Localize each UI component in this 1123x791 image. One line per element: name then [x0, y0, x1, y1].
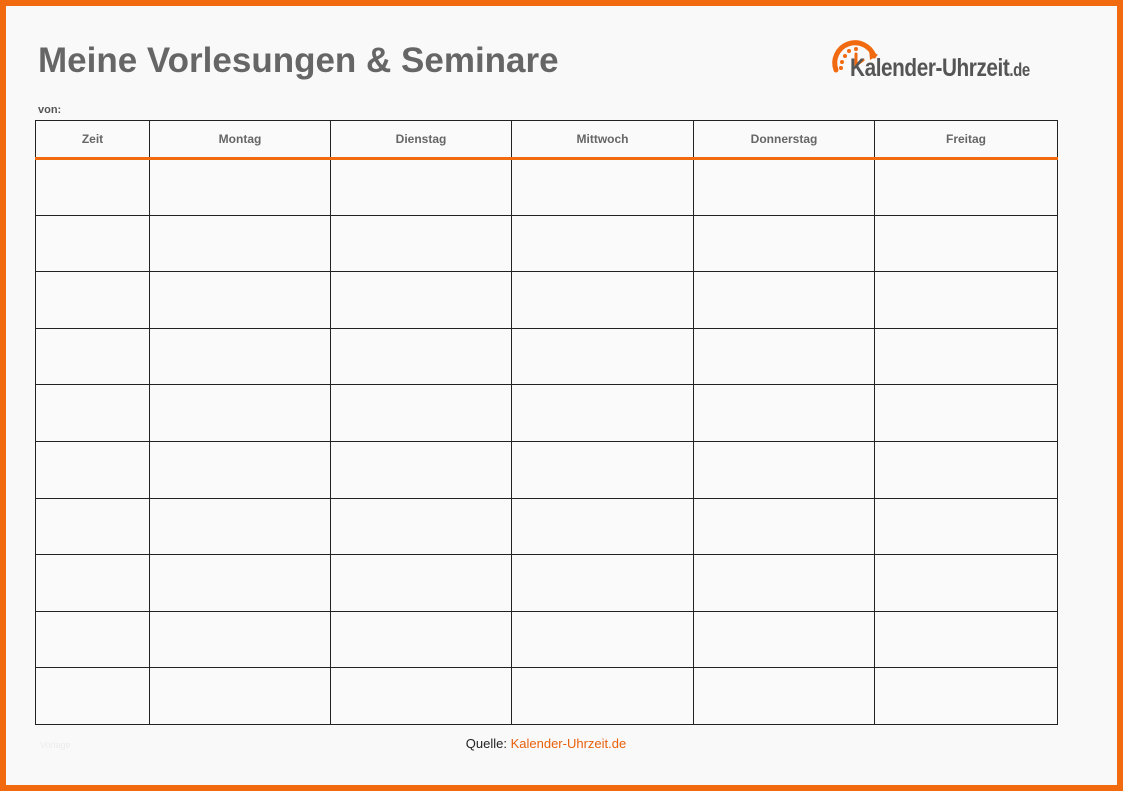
- source-label: Quelle:: [465, 736, 507, 751]
- cell-montag[interactable]: [150, 328, 331, 385]
- cell-dienstag[interactable]: [331, 328, 512, 385]
- logo-tld: .de: [1009, 60, 1030, 80]
- cell-montag[interactable]: [150, 385, 331, 442]
- cell-zeit[interactable]: [36, 159, 150, 216]
- column-header-zeit: Zeit: [36, 121, 150, 159]
- cell-montag[interactable]: [150, 215, 331, 272]
- cell-montag[interactable]: [150, 555, 331, 612]
- timetable-header-row: [36, 121, 1058, 159]
- cell-mittwoch[interactable]: [512, 159, 694, 216]
- cell-freitag[interactable]: [875, 272, 1058, 329]
- cell-montag[interactable]: [150, 159, 331, 216]
- cell-zeit[interactable]: [36, 668, 150, 725]
- cell-zeit[interactable]: [36, 385, 150, 442]
- cell-montag[interactable]: [150, 611, 331, 668]
- brand-logo[interactable]: [826, 38, 1058, 88]
- column-header-mittwoch: Mittwoch: [512, 121, 694, 159]
- cell-zeit[interactable]: [36, 498, 150, 555]
- cell-freitag[interactable]: [875, 498, 1058, 555]
- cell-donnerstag[interactable]: [694, 611, 875, 668]
- source-line: [0, 736, 1092, 751]
- column-header-donnerstag: Donnerstag: [694, 121, 875, 159]
- table-row: [36, 328, 1058, 385]
- logo-wordmark: [850, 54, 1030, 83]
- cell-donnerstag[interactable]: [694, 441, 875, 498]
- column-header-freitag: Freitag: [875, 121, 1058, 159]
- logo-name: Kalender-Uhrzeit: [850, 54, 1010, 82]
- cell-dienstag[interactable]: [331, 498, 512, 555]
- cell-freitag[interactable]: [875, 611, 1058, 668]
- cell-dienstag[interactable]: [331, 555, 512, 612]
- timetable-body: [36, 159, 1058, 725]
- owner-label: von:: [38, 104, 62, 116]
- cell-donnerstag[interactable]: [694, 498, 875, 555]
- table-row: [36, 611, 1058, 668]
- table-row: [36, 555, 1058, 612]
- cell-dienstag[interactable]: [331, 159, 512, 216]
- cell-dienstag[interactable]: [331, 272, 512, 329]
- timetable: [35, 120, 1058, 725]
- cell-zeit[interactable]: [36, 272, 150, 329]
- source-link[interactable]: Kalender-Uhrzeit.de: [510, 736, 627, 751]
- cell-mittwoch[interactable]: [512, 328, 694, 385]
- table-row: [36, 441, 1058, 498]
- cell-freitag[interactable]: [875, 441, 1058, 498]
- cell-montag[interactable]: [150, 498, 331, 555]
- table-row: [36, 272, 1058, 329]
- cell-donnerstag[interactable]: [694, 555, 875, 612]
- table-row: [36, 385, 1058, 442]
- cell-mittwoch[interactable]: [512, 555, 694, 612]
- cell-freitag[interactable]: [875, 328, 1058, 385]
- cell-mittwoch[interactable]: [512, 215, 694, 272]
- cell-dienstag[interactable]: [331, 385, 512, 442]
- cell-zeit[interactable]: [36, 328, 150, 385]
- cell-montag[interactable]: [150, 441, 331, 498]
- table-row: [36, 498, 1058, 555]
- cell-montag[interactable]: [150, 668, 331, 725]
- cell-dienstag[interactable]: [331, 668, 512, 725]
- column-header-dienstag: Dienstag: [331, 121, 512, 159]
- cell-zeit[interactable]: [36, 441, 150, 498]
- cell-mittwoch[interactable]: [512, 385, 694, 442]
- table-row: [36, 215, 1058, 272]
- table-row: [36, 668, 1058, 725]
- cell-mittwoch[interactable]: [512, 272, 694, 329]
- column-header-montag: Montag: [150, 121, 331, 159]
- cell-freitag[interactable]: [875, 668, 1058, 725]
- cell-zeit[interactable]: [36, 611, 150, 668]
- cell-donnerstag[interactable]: [694, 215, 875, 272]
- cell-dienstag[interactable]: [331, 215, 512, 272]
- cell-donnerstag[interactable]: [694, 272, 875, 329]
- cell-mittwoch[interactable]: [512, 441, 694, 498]
- cell-mittwoch[interactable]: [512, 498, 694, 555]
- cell-freitag[interactable]: [875, 215, 1058, 272]
- cell-donnerstag[interactable]: [694, 159, 875, 216]
- cell-dienstag[interactable]: [331, 441, 512, 498]
- cell-donnerstag[interactable]: [694, 328, 875, 385]
- cell-zeit[interactable]: [36, 215, 150, 272]
- cell-zeit[interactable]: [36, 555, 150, 612]
- table-row: [36, 159, 1058, 216]
- cell-mittwoch[interactable]: [512, 668, 694, 725]
- cell-mittwoch[interactable]: [512, 611, 694, 668]
- cell-donnerstag[interactable]: [694, 385, 875, 442]
- cell-donnerstag[interactable]: [694, 668, 875, 725]
- watermark-text: Vorlage: [40, 740, 71, 750]
- cell-dienstag[interactable]: [331, 611, 512, 668]
- cell-freitag[interactable]: [875, 385, 1058, 442]
- page-title: Meine Vorlesungen & Seminare: [38, 41, 559, 80]
- cell-montag[interactable]: [150, 272, 331, 329]
- cell-freitag[interactable]: [875, 555, 1058, 612]
- cell-freitag[interactable]: [875, 159, 1058, 216]
